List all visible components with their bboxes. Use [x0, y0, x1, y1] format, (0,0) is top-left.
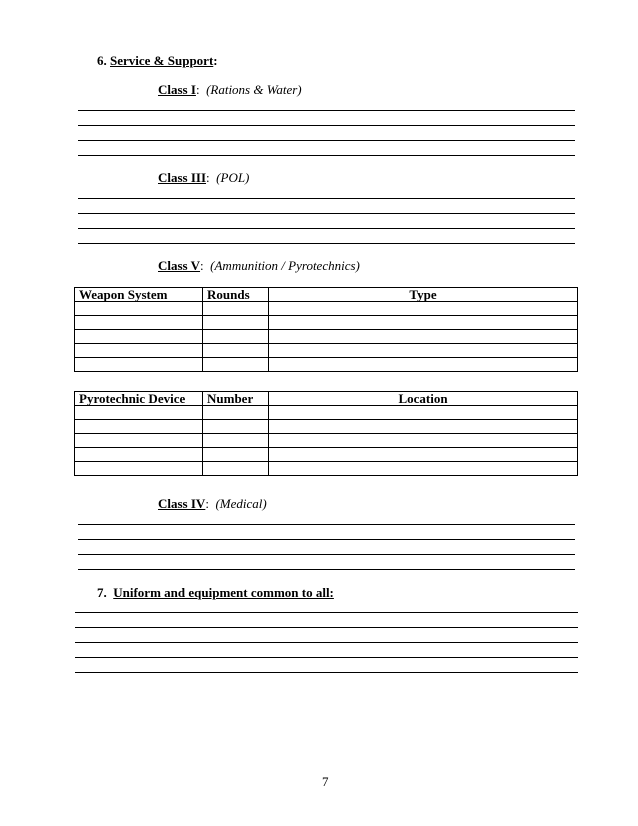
class-1-line-2	[78, 125, 575, 126]
table-cell[interactable]	[269, 302, 578, 316]
table-row	[75, 448, 578, 462]
pyro-table	[74, 391, 578, 476]
table-cell[interactable]	[75, 406, 203, 420]
table-row	[75, 316, 578, 330]
table-cell[interactable]	[269, 316, 578, 330]
table-cell[interactable]	[75, 330, 203, 344]
class-4-label: Class IV	[158, 496, 206, 511]
section-6-number: 6.	[97, 53, 107, 68]
weapons-table	[74, 287, 578, 372]
weapons-header-rounds: Rounds	[203, 288, 269, 302]
section-7-title: Uniform and equipment common to all:	[113, 585, 334, 600]
weapons-header-type: Type	[269, 288, 578, 302]
class-4-line-4	[78, 569, 575, 570]
table-cell[interactable]	[75, 434, 203, 448]
class-3-desc: (POL)	[216, 170, 250, 185]
class-4-sep: :	[205, 496, 209, 511]
class-5-sep: :	[200, 258, 204, 273]
class-5-label: Class V	[158, 258, 201, 273]
pyro-header-location: Location	[269, 392, 578, 406]
table-cell[interactable]	[269, 434, 578, 448]
section-7-line-3	[75, 642, 578, 643]
table-cell[interactable]	[269, 330, 578, 344]
section-7-line-1	[75, 612, 578, 613]
class-3-line-1	[78, 198, 575, 199]
table-cell[interactable]	[269, 448, 578, 462]
table-cell[interactable]	[203, 406, 269, 420]
class-3-line-3	[78, 228, 575, 229]
section-7-line-4	[75, 657, 578, 658]
class-3-sep: :	[206, 170, 210, 185]
table-cell[interactable]	[75, 316, 203, 330]
table-cell[interactable]	[75, 302, 203, 316]
class-5-heading	[158, 258, 360, 274]
class-3-line-2	[78, 213, 575, 214]
table-cell[interactable]	[75, 448, 203, 462]
section-6-title: Service & Support	[110, 53, 214, 68]
table-cell[interactable]	[203, 462, 269, 476]
table-cell[interactable]	[269, 358, 578, 372]
pyro-table-header-row	[75, 392, 578, 406]
class-1-sep: :	[195, 82, 200, 97]
section-7-line-2	[75, 627, 578, 628]
table-cell[interactable]	[75, 420, 203, 434]
class-1-heading	[158, 82, 302, 98]
weapons-header-weapon-system: Weapon System	[75, 288, 203, 302]
class-5-desc: (Ammunition / Pyrotechnics)	[210, 258, 360, 273]
table-cell[interactable]	[203, 448, 269, 462]
class-1-line-4	[78, 155, 575, 156]
section-6-heading	[97, 53, 218, 69]
section-7-number: 7.	[97, 585, 107, 600]
table-row	[75, 462, 578, 476]
class-4-line-2	[78, 539, 575, 540]
table-cell[interactable]	[75, 344, 203, 358]
class-3-heading	[158, 170, 249, 186]
class-1-label: Class I	[158, 82, 196, 97]
table-cell[interactable]	[75, 358, 203, 372]
class-3-line-4	[78, 243, 575, 244]
pyro-header-number: Number	[203, 392, 269, 406]
table-row	[75, 302, 578, 316]
table-cell[interactable]	[269, 420, 578, 434]
pyro-header-device: Pyrotechnic Device	[75, 392, 203, 406]
table-cell[interactable]	[269, 344, 578, 358]
table-cell[interactable]	[203, 420, 269, 434]
table-row	[75, 358, 578, 372]
class-1-desc: (Rations & Water)	[206, 82, 302, 97]
section-7-heading	[97, 585, 334, 601]
table-row	[75, 330, 578, 344]
page-number: 7	[322, 774, 329, 789]
table-cell[interactable]	[203, 434, 269, 448]
table-row	[75, 420, 578, 434]
table-cell[interactable]	[203, 316, 269, 330]
table-cell[interactable]	[269, 406, 578, 420]
section-7-line-5	[75, 672, 578, 673]
class-4-heading	[158, 496, 267, 512]
table-cell[interactable]	[203, 302, 269, 316]
class-4-desc: (Medical)	[215, 496, 267, 511]
table-row	[75, 406, 578, 420]
class-3-label: Class III	[158, 170, 207, 185]
table-row	[75, 344, 578, 358]
section-6-colon: :	[213, 53, 218, 68]
class-4-line-1	[78, 524, 575, 525]
weapons-table-header-row	[75, 288, 578, 302]
table-cell[interactable]	[203, 358, 269, 372]
class-1-line-3	[78, 140, 575, 141]
class-4-line-3	[78, 554, 575, 555]
table-cell[interactable]	[269, 462, 578, 476]
table-row	[75, 434, 578, 448]
table-cell[interactable]	[203, 330, 269, 344]
table-cell[interactable]	[75, 462, 203, 476]
class-1-line-1	[78, 110, 575, 111]
table-cell[interactable]	[203, 344, 269, 358]
